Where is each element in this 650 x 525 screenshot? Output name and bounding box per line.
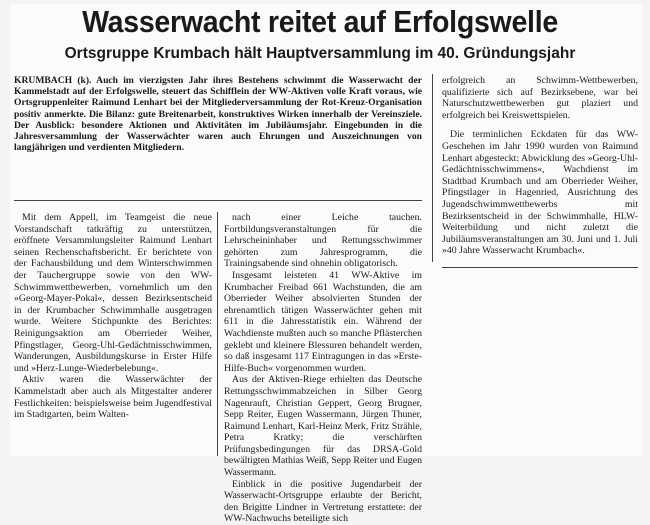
body-column-2 [224,212,422,525]
paragraph: Einblick in die positive Jugendarbeit der Wasserwacht-Ortsgruppe erlaubte der Bericht, den Brigitte Lindner in Vertretung erstattete: der WW-Nachwuchs beteiligte sich [224,478,422,525]
paragraph: Die terminlichen Eckdaten für das WW-Geschehen im Jahr 1990 wurden von Raimund Lenhart abgesteckt: Abwicklung des »Georg-Uhl-Gedächtnisschwimmens«, Wachdienst im Stadtbad Krumbach und am Oberrieder Weiher, Pfingstlager in Hagenried, Ausrichtung des Jugendschwimmwettbewerbs mit Bezirksentscheid in der Schwimmhalle, HLW-Weiterbildung und nicht zuletzt die Jubiläumsveranstaltungen am 30. Juni und 1. Juli »40 Jahre Wasserwacht Krumbach«. [442,129,638,257]
paragraph: Aktiv waren die Wasserwächter der Kammelstadt aber auch als Mitgestalter anderer Festlichkeiten: beispielsweise beim Jugendfestival im Stadtgarten, beim Walten- [14,374,212,421]
column-divider [432,74,433,262]
body-column-1 [14,212,212,421]
paragraph: Aus der Aktiven-Riege erhielten das Deutsche Rettungsschwimmabzeichen in Silber Georg Nagenrauft, Christian Geppert, Georg Brugner, Sepp Reiter, Eugen Wassermann, Jürgen Thuner, Raimund Lenhart, Karl-Heinz Merk, Fritz Strähle, Petra Kratky; die verschärften Prüfungsbedingungen für das DRSA-Gold bewältigten Mathias Weiß, Sepp Reiter und Eugen Wassermann. [224,374,422,479]
article-end-rule [442,267,638,268]
column-divider [217,212,218,456]
paragraph: Mit dem Appell, im Teamgeist die neue Vorstandschaft tatkräftig zu unterstützen, eröffnete Versammlungsleiter Raimund Lenhart seinen Rechenschaftsbericht. Er berichtete von der Fachausbildung und dem Winterschwimmen der Tauchergruppe sowie von den WW-Schwimmwettbewerben, vornehmlich um den »Georg-Mayer-Pokal«, dessen Bezirksentscheid in der Krumbacher Schwimmhalle ausgetragen wurde. Weitere Stichpunkte des Berichtes: Reinigungsaktion am Oberrieder Weiher, Pfingstlager, Georg-Uhl-Gedächtnisschwimmen, Wanderungen, Ausbildungskurse in Erster Hilfe und »Herz-Lunge-Wiederbelebung«. [14,212,212,374]
headline: Wasserwacht reitet auf Erfolgswelle [82,4,558,39]
paragraph: erfolgreich an Schwimm-Wettbewerben, qualifizierte sich auf Bezirksebene, war bei Naturschutzwettbewerben gut plaziert und erfolgreich bei Kreiswettspielen. [442,75,638,121]
body-column-3 [442,75,638,257]
lead-paragraph [14,75,422,153]
subheadline: Ortsgruppe Krumbach hält Hauptversammlung im 40. Gründungsjahr [64,45,576,62]
paragraph: Insgesamt leisteten 41 WW-Aktive im Krumbacher Freibad 661 Wachstunden, die am Oberrieder Weiher absolvierten Stunden der ehrenamtlich tätigen Wasserwächter gehen mit 611 in die Jahresstatistik ein. Während der Wachdienste mußten auch so manche Pflästerchen geklebt und kleinere Blessuren behandelt werden, so daß insgesamt 117 Eintragungen in das »Erste-Hilfe-Buch« vorgenommen wurden. [224,269,422,374]
newspaper-clipping [10,4,642,525]
lead-text: Auch im vierzigsten Jahr ihres Bestehens schwimmt die Wasserwacht der Kammelstadt auf der Erfolgswelle, steuert das Schifflein der WW-Aktiven volle Kraft voraus, wie Ortsgruppenleiter Raimund Lenhart bei der Mitgliederversammlung der Rot-Kreuz-Organisation positiv anmerkte. Die Bilanz: gute Breitenarbeit, konstruktives Wirken innerhalb der Vereinsziele. Der Ausblick: besondere Aktionen und Aktivitäten im Jubiläumsjahr. Eingebunden in die Jahresversammlung der Wasserwächter waren auch Ehrungen und Auszeichnungen von langjährigen und verdienten Mitgliedern. [14,75,422,154]
lead-divider [14,200,422,201]
dateline: KRUMBACH (k). [14,75,92,86]
paragraph: nach einer Leiche tauchen. Fortbildungsveranstaltungen für die Lehrscheininhaber und Rettungsschwimmer gehörten zum Jahresprogramm, die Trainingsabende sind ohnehin obligatorisch. [224,212,422,270]
